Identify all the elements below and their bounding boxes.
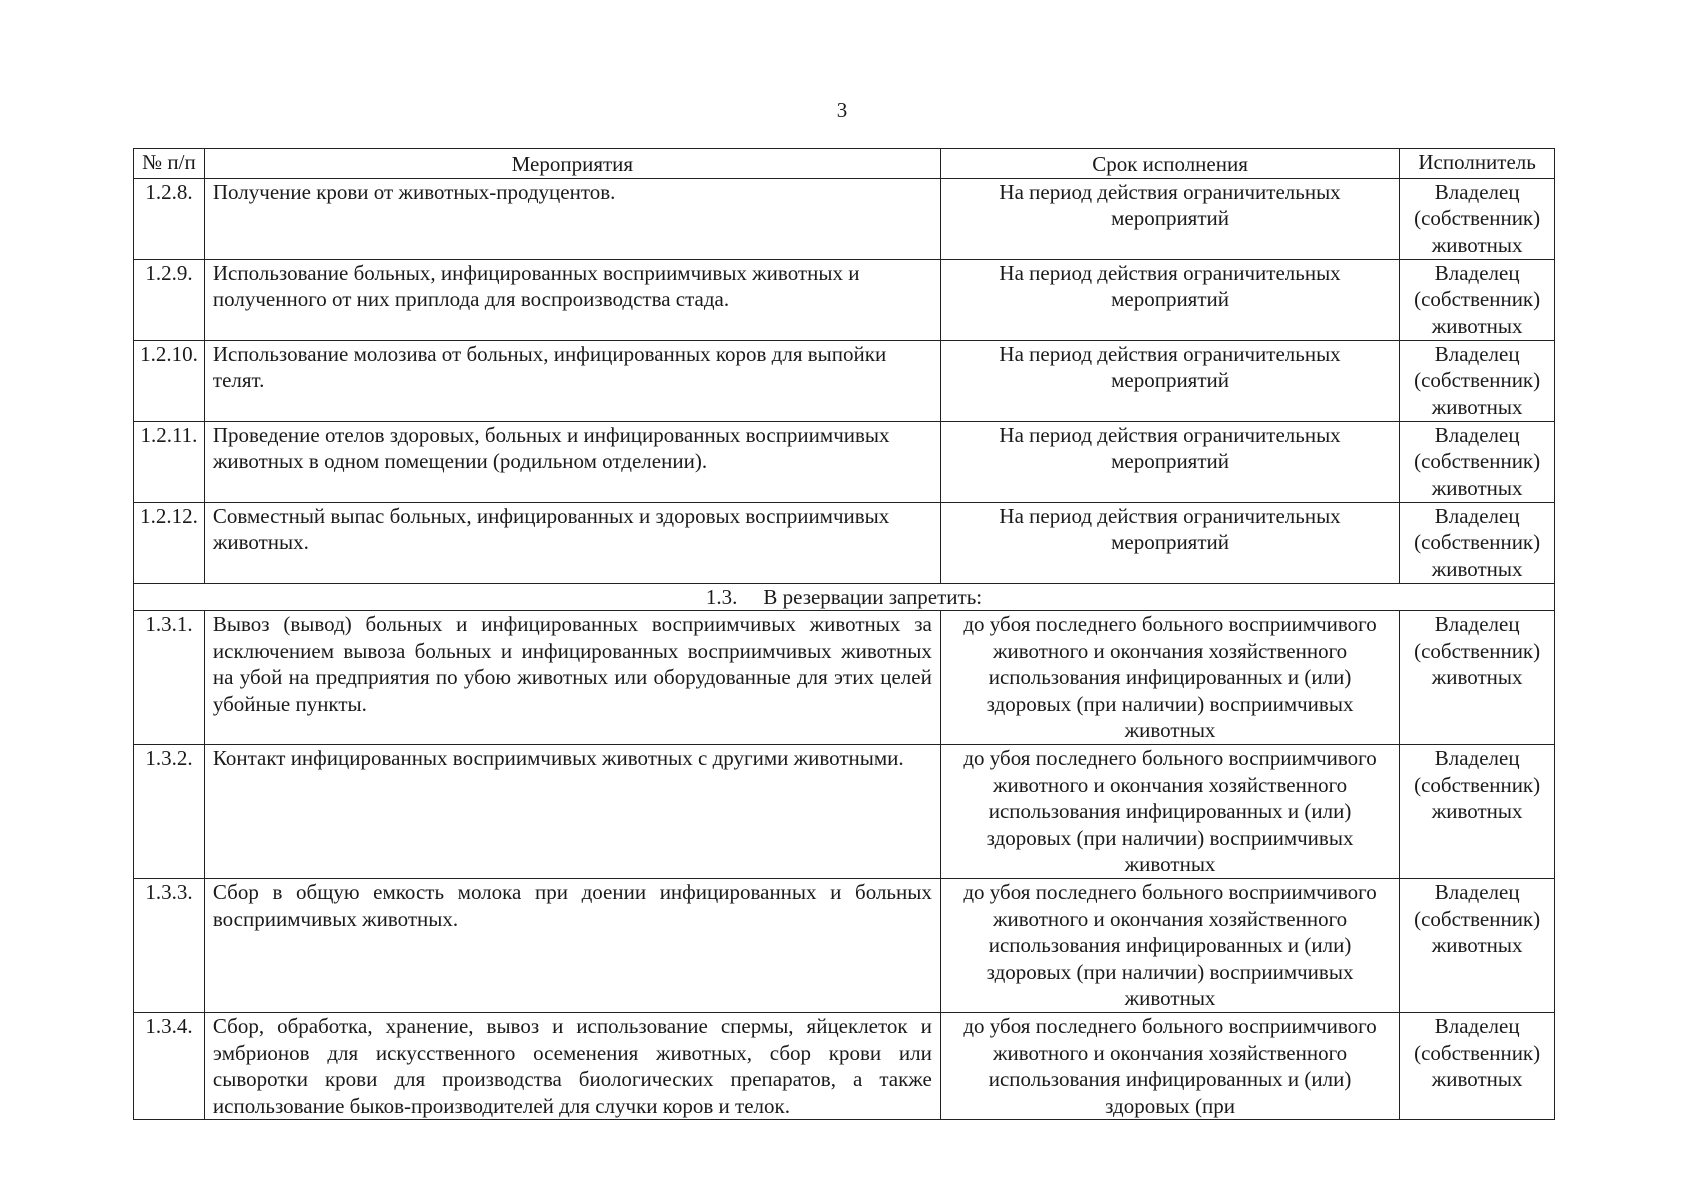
row-term: На период действия ограничительных мероприятий bbox=[940, 421, 1399, 502]
table-row bbox=[134, 1013, 1555, 1120]
section-title: В резервации запретить: bbox=[763, 584, 983, 609]
header-executor: Исполнитель bbox=[1400, 149, 1555, 179]
row-executor: Владелец (собственник) животных bbox=[1400, 259, 1555, 340]
table-row bbox=[134, 259, 1555, 340]
row-term: до убоя последнего больного восприимчивого животного и окончания хозяйственного использования инфицированных и (или) здоровых (при наличии) восприимчивых животных bbox=[940, 611, 1399, 745]
section-num: 1.3. bbox=[705, 584, 738, 609]
table-header-row bbox=[134, 149, 1555, 179]
row-executor: Владелец (собственник) животных bbox=[1400, 178, 1555, 259]
row-measure: Получение крови от животных-продуцентов. bbox=[204, 178, 940, 259]
page-number: 3 bbox=[836, 98, 848, 122]
row-executor: Владелец (собственник) животных bbox=[1400, 1013, 1555, 1120]
row-measure: Использование молозива от больных, инфицированных коров для выпойки телят. bbox=[204, 340, 940, 421]
row-term: На период действия ограничительных мероприятий bbox=[940, 340, 1399, 421]
header-num: № п/п bbox=[134, 149, 205, 179]
row-num: 1.3.2. bbox=[134, 745, 205, 879]
row-num: 1.2.10. bbox=[134, 340, 205, 421]
row-measure: Сбор в общую емкость молока при доении инфицированных и больных восприимчивых животных. bbox=[204, 879, 940, 1013]
row-term: до убоя последнего больного восприимчивого животного и окончания хозяйственного использования инфицированных и (или) здоровых (при bbox=[963, 1014, 1377, 1118]
row-num: 1.3.4. bbox=[134, 1013, 205, 1120]
row-executor: Владелец (собственник) животных bbox=[1400, 421, 1555, 502]
section-heading bbox=[134, 583, 1555, 611]
row-measure: Проведение отелов здоровых, больных и инфицированных восприимчивых животных в одном помещении (родильном отделении). bbox=[204, 421, 940, 502]
row-num: 1.2.12. bbox=[134, 502, 205, 583]
row-num: 1.3.1. bbox=[134, 611, 205, 745]
table-row bbox=[134, 745, 1555, 879]
row-term: На период действия ограничительных мероприятий bbox=[940, 502, 1399, 583]
row-measure: Сбор, обработка, хранение, вывоз и использование спермы, яйцеклеток и эмбрионов для искусственного осеменения животных, сбор крови или сыворотки крови для производства биологических препаратов, а также использование быков-производителей для случки коров и телок. bbox=[204, 1013, 940, 1120]
row-measure: Использование больных, инфицированных восприимчивых животных и полученного от них приплода для воспроизводства стада. bbox=[204, 259, 940, 340]
row-executor: Владелец (собственник) животных bbox=[1400, 745, 1555, 879]
row-executor: Владелец (собственник) животных bbox=[1400, 340, 1555, 421]
section-row bbox=[134, 583, 1555, 611]
row-executor: Владелец (собственник) животных bbox=[1400, 611, 1555, 745]
table-row bbox=[134, 340, 1555, 421]
row-term-cell bbox=[940, 1013, 1399, 1120]
table-row bbox=[134, 879, 1555, 1013]
measures-table bbox=[133, 148, 1555, 1120]
row-num: 1.3.3. bbox=[134, 879, 205, 1013]
row-executor: Владелец (собственник) животных bbox=[1400, 502, 1555, 583]
row-term: до убоя последнего больного восприимчивого животного и окончания хозяйственного использования инфицированных и (или) здоровых (при наличии) восприимчивых животных bbox=[940, 879, 1399, 1013]
row-term: до убоя последнего больного восприимчивого животного и окончания хозяйственного использования инфицированных и (или) здоровых (при наличии) восприимчивых животных bbox=[940, 745, 1399, 879]
row-executor: Владелец (собственник) животных bbox=[1400, 879, 1555, 1013]
header-measures: Мероприятия bbox=[204, 149, 940, 179]
header-term: Срок исполнения bbox=[940, 149, 1399, 179]
row-measure: Совместный выпас больных, инфицированных и здоровых восприимчивых животных. bbox=[204, 502, 940, 583]
row-num: 1.2.9. bbox=[134, 259, 205, 340]
row-measure: Контакт инфицированных восприимчивых животных с другими животными. bbox=[204, 745, 940, 879]
row-measure: Вывоз (вывод) больных и инфицированных восприимчивых животных за исключением вывоза больных и инфицированных восприимчивых животных на убой на предприятия по убою животных или оборудованные для этих целей убойные пункты. bbox=[204, 611, 940, 745]
table-row bbox=[134, 178, 1555, 259]
table-row bbox=[134, 421, 1555, 502]
row-num: 1.2.8. bbox=[134, 178, 205, 259]
row-term: На период действия ограничительных мероприятий bbox=[940, 178, 1399, 259]
table-row bbox=[134, 502, 1555, 583]
row-term: На период действия ограничительных мероприятий bbox=[940, 259, 1399, 340]
table-row bbox=[134, 611, 1555, 745]
row-num: 1.2.11. bbox=[134, 421, 205, 502]
